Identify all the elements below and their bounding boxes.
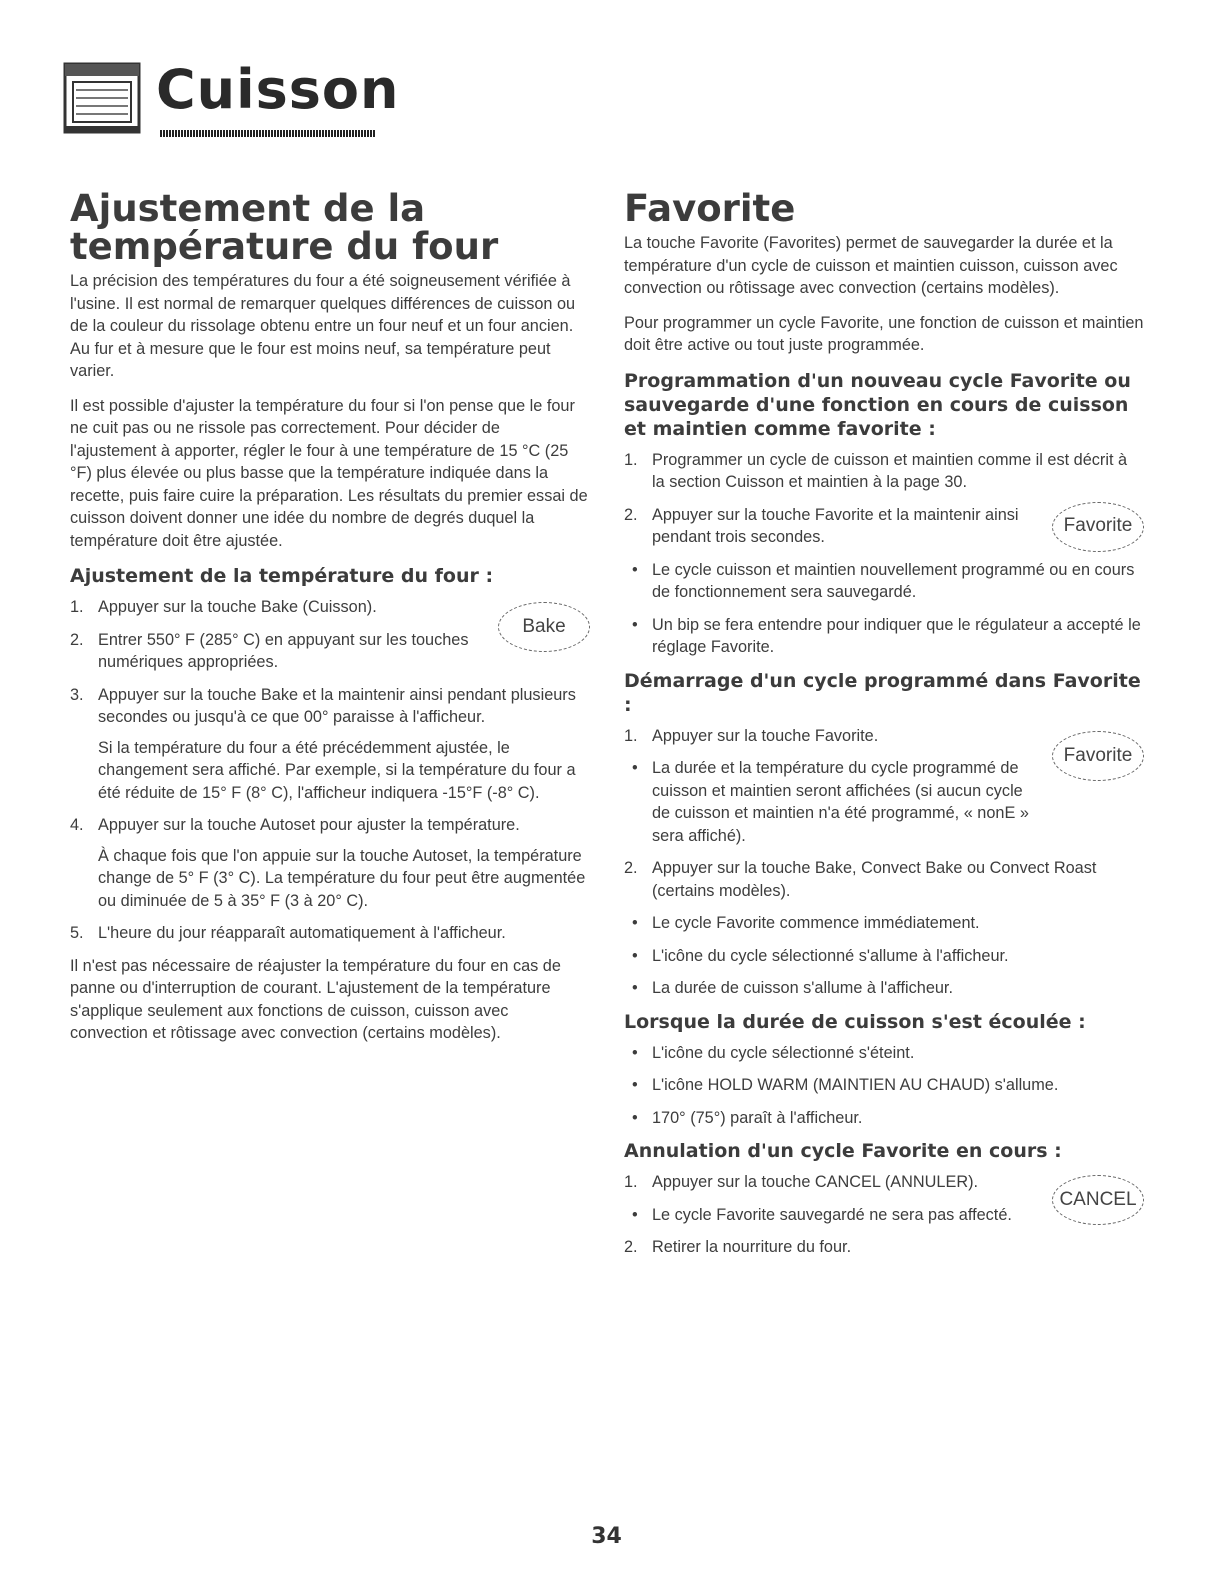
- paragraph: Il n'est pas nécessaire de réajuster la température du four en cas de panne ou d'interruption de courant. L'ajustement de la température s'applique seulement aux fonctions de cuisson, cuisson avec convection et rôtissage avec convection (certains modèles).: [70, 956, 561, 1042]
- step-note: À chaque fois que l'on appuie sur la touche Autoset, la température change de 5° F (3° C). La température du four peut être augmentée ou diminuée de 5 à 35° F (3 à 20° C).: [98, 846, 586, 910]
- favorite-key-icon: Favorite: [1052, 502, 1144, 552]
- bullet-item: • Le cycle Favorite sauvegardé ne sera pas affecté.: [632, 1205, 1012, 1224]
- list-item: 1. Appuyer sur la touche CANCEL (ANNULER).: [624, 1173, 979, 1191]
- section-title: Cuisson: [156, 58, 400, 121]
- title-underline: [160, 130, 376, 137]
- paragraph: La touche Favorite (Favorites) permet de sauvegarder la durée et la température d'un cycle de cuisson et maintien cuisson, cuisson avec convection ou rôtissage avec convection (certains modèles).: [624, 234, 1118, 297]
- list-item: 5. L'heure du jour réapparaît automatiquement à l'afficheur.: [70, 924, 506, 942]
- step-note: Si la température du four a été précédemment ajustée, le changement sera affiché. Par exemple, si la température du four a été réduite de 15° F (8° C), l'afficheur indiquera -15°F (-8° C).: [98, 738, 576, 802]
- list-item: 3. Appuyer sur la touche Bake et la maintenir ainsi pendant plusieurs secondes ou jusqu'à ce que 00° paraisse à l'afficheur. Si la température du four a été précédemment ajustée, le changement sera affiché. Par exemple, si la température du four a été réduite de 15° F (8° C), l'afficheur indiquera -15°F (-8° C).: [70, 684, 590, 805]
- subheading: Lorsque la durée de cuisson s'est écoulée :: [624, 1010, 1086, 1033]
- bullet-item: • Un bip se fera entendre pour indiquer que le régulateur a accepté le réglage Favorite.: [632, 615, 1141, 656]
- bullet-item: • L'icône du cycle sélectionné s'allume à l'afficheur.: [632, 946, 1009, 965]
- bullet-item: • L'icône HOLD WARM (MAINTIEN AU CHAUD) s'allume.: [632, 1076, 1059, 1094]
- subheading: Annulation d'un cycle Favorite en cours :: [624, 1140, 1062, 1162]
- subheading: Ajustement de la température du four :: [70, 565, 494, 587]
- favorite-heading: Favorite: [624, 187, 796, 230]
- bullet-item: • Le cycle Favorite commence immédiatement.: [632, 914, 980, 932]
- paragraph: Pour programmer un cycle Favorite, une fonction de cuisson et maintien doit être active ou tout juste programmée.: [624, 313, 1144, 354]
- steps-list: [624, 449, 1144, 659]
- list-item: 1. Programmer un cycle de cuisson et maintien comme il est décrit à la section Cuisson et maintien à la page 30.: [624, 450, 1128, 491]
- left-column: [70, 187, 590, 1057]
- bullet-item: • Le cycle cuisson et maintien nouvellement programmé ou en cours de fonctionnement sera sauvegardé.: [632, 560, 1135, 601]
- list-item: 1. Appuyer sur la touche Bake (Cuisson).: [70, 598, 377, 616]
- list-item: 4. Appuyer sur la touche Autoset pour ajuster la température. À chaque fois que l'on appuie sur la touche Autoset, la température change de 5° F (3° C). La température du four peut être augmentée ou diminuée de 5 à 35° F (3 à 20° C).: [70, 814, 590, 912]
- right-column: [624, 187, 1144, 1269]
- cancel-key-icon: CANCEL: [1052, 1175, 1144, 1225]
- bake-key-icon: Bake: [498, 602, 590, 652]
- steps-list: [624, 725, 1144, 1000]
- bullet-item: • La durée et la température du cycle programmé de cuisson et maintien seront affichées (si aucun cycle de cuisson et maintien n'a été programmé, « nonE » sera affiché).: [632, 759, 1029, 845]
- list-item: 2. Retirer la nourriture du four.: [624, 1238, 852, 1256]
- oven-temp-heading: Ajustement de la température du four: [70, 187, 499, 268]
- favorite-key-icon: Favorite: [1052, 731, 1144, 781]
- subheading: Démarrage d'un cycle programmé dans Favorite :: [624, 669, 1141, 716]
- steps-list: [70, 596, 590, 945]
- paragraph: La précision des températures du four a été soigneusement vérifiée à l'usine. Il est normal de remarquer quelques différences de cuisson ou de la couleur du rissolage obtenu entre un four neuf et un four ancien. Au fur et à mesure que le four est moins neuf, sa température peut varier.: [70, 272, 576, 380]
- list-item: 2. Entrer 550° F (285° C) en appuyant sur les touches numériques appropriées.: [70, 630, 469, 671]
- bullet-item: • L'icône du cycle sélectionné s'éteint.: [632, 1043, 915, 1062]
- subheading: Programmation d'un nouveau cycle Favorite ou sauvegarde d'une fonction en cours de cuisson et maintien comme favorite :: [624, 369, 1131, 440]
- page-number: 34: [591, 1524, 622, 1549]
- list-item: Favorite 2. Appuyer sur la touche Favorite et la maintenir ainsi pendant trois secondes.: [624, 504, 1144, 549]
- steps-list: [624, 1171, 1144, 1259]
- oven-icon: [62, 60, 144, 140]
- paragraph: Il est possible d'ajuster la température du four si l'on pense que le four ne cuit pas ou ne rissole pas correctement. Pour décider de l'ajustement à apporter, régler le four à une température de 15 °C (25 °F) plus élevée ou plus basse que la température indiquée dans la recette, puis faire cuire la préparation. Les résultats du premier essai de cuisson doivent donner une idée du nombre de degrés duquel la température doit être ajustée.: [70, 396, 588, 550]
- bullet-item: • La durée de cuisson s'allume à l'afficheur.: [632, 979, 953, 997]
- bullet-item: • 170° (75°) paraît à l'afficheur.: [632, 1108, 863, 1127]
- list-item: 1. Appuyer sur la touche Favorite.: [624, 726, 879, 745]
- list-item: 2. Appuyer sur la touche Bake, Convect Bake ou Convect Roast (certains modèles).: [624, 859, 1097, 900]
